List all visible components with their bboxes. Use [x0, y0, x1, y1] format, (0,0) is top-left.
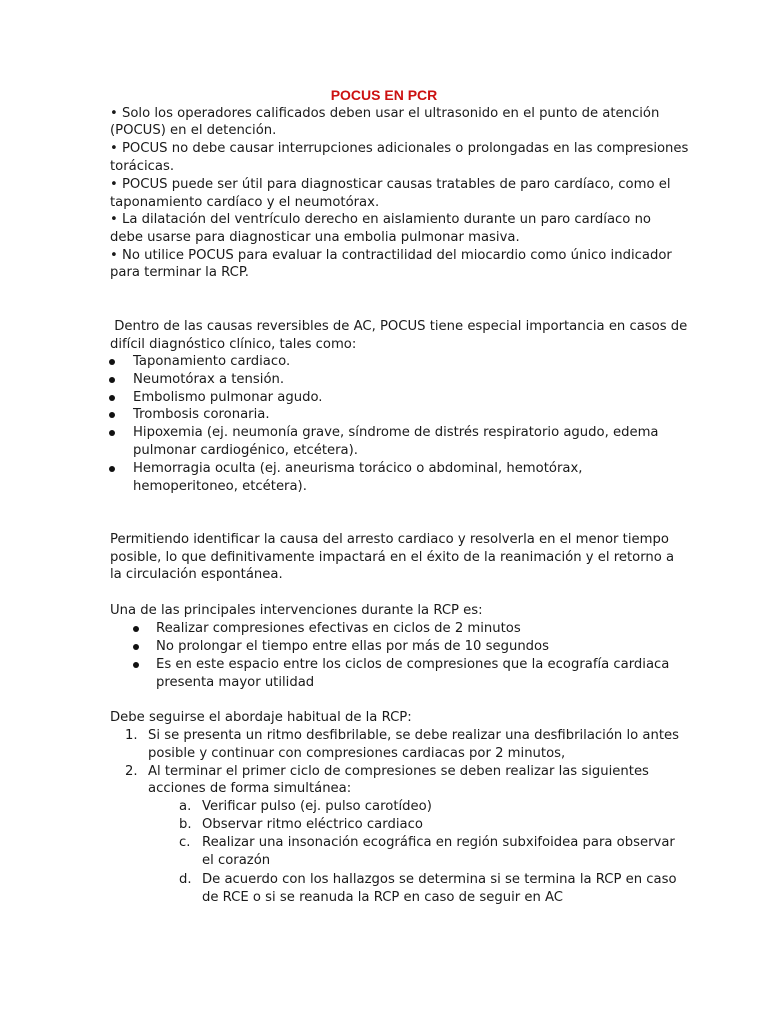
intro-line: • Solo los operadores calificados deben usar el ultrasonido en el punto de atención	[110, 106, 660, 121]
intro-line: debe usarse para diagnosticar una embolia pulmonar masiva.	[110, 230, 520, 245]
cause-item: Embolismo pulmonar agudo.	[133, 390, 323, 405]
cause-item: Taponamiento cardiaco.	[133, 354, 291, 369]
intro-line: • POCUS no debe causar interrupciones adicionales o prolongadas en las compresiones	[110, 141, 689, 156]
step-line: posible y continuar con compresiones cardiacas por 2 minutos,	[148, 746, 566, 761]
paragraph-line: posible, lo que definitivamente impactará en el éxito de la reanimación y el retorno a	[110, 550, 675, 565]
bullet-dot-icon	[109, 359, 115, 365]
bullet-dot-icon	[109, 412, 115, 418]
paragraph-line: Permitiendo identificar la causa del arresto cardiaco y resolverla en el menor tiempo	[110, 532, 669, 547]
cause-item-continuation: hemoperitoneo, etcétera).	[133, 479, 307, 494]
bullet-dot-icon	[109, 430, 115, 436]
cause-item: Neumotórax a tensión.	[133, 372, 285, 387]
cause-item-continuation: pulmonar cardiogénico, etcétera).	[133, 443, 358, 458]
substep-line: el corazón	[202, 853, 271, 868]
intro-line: (POCUS) en el detención.	[110, 123, 277, 138]
intervention-item: No prolongar el tiempo entre ellas por más de 10 segundos	[156, 639, 549, 654]
interventions-intro: Una de las principales intervenciones durante la RCP es:	[110, 603, 483, 618]
substep-line: De acuerdo con los hallazgos se determina si se termina la RCP en caso	[202, 872, 677, 887]
intervention-item: Realizar compresiones efectivas en ciclos de 2 minutos	[156, 621, 521, 636]
bullet-dot-icon	[109, 377, 115, 383]
causes-intro-line: difícil diagnóstico clínico, tales como:	[110, 337, 357, 352]
step-line: acciones de forma simultánea:	[148, 781, 352, 796]
intro-line: torácicas.	[110, 159, 175, 174]
cause-item: Trombosis coronaria.	[133, 407, 270, 422]
step-number: 2.	[125, 764, 138, 779]
bullet-dot-icon	[109, 395, 115, 401]
intro-line: • La dilatación del ventrículo derecho en aislamiento durante un paro cardíaco no	[110, 212, 651, 227]
bullet-dot-icon	[133, 662, 139, 668]
cause-item: Hipoxemia (ej. neumonía grave, síndrome de distrés respiratorio agudo, edema	[133, 425, 659, 440]
substep-letter: c.	[179, 835, 191, 850]
bullet-dot-icon	[133, 626, 139, 632]
cause-item: Hemorragia oculta (ej. aneurisma torácico o abdominal, hemotórax,	[133, 461, 583, 476]
substep-line: de RCE o si se reanuda la RCP en caso de seguir en AC	[202, 890, 564, 905]
substep-line: Verificar pulso (ej. pulso carotídeo)	[202, 799, 432, 814]
substep-letter: a.	[179, 799, 192, 814]
document-title: POCUS EN PCR	[330, 87, 438, 103]
step-number: 1.	[125, 728, 138, 743]
intro-line: para terminar la RCP.	[110, 265, 249, 280]
bullet-dot-icon	[109, 466, 115, 472]
causes-intro-line: Dentro de las causas reversibles de AC, POCUS tiene especial importancia en casos de	[110, 319, 688, 334]
intervention-item: Es en este espacio entre los ciclos de compresiones que la ecografía cardiaca	[156, 657, 670, 672]
step-line: Si se presenta un ritmo desfibrilable, se debe realizar una desfibrilación lo antes	[148, 728, 679, 743]
approach-intro: Debe seguirse el abordaje habitual de la RCP:	[110, 710, 412, 725]
substep-line: Realizar una insonación ecográfica en región subxifoidea para observar	[202, 835, 675, 850]
bullet-dot-icon	[133, 644, 139, 650]
substep-letter: b.	[179, 817, 192, 832]
intro-line: • POCUS puede ser útil para diagnosticar causas tratables de paro cardíaco, como el	[110, 177, 671, 192]
substep-line: Observar ritmo eléctrico cardiaco	[202, 817, 423, 832]
substep-letter: d.	[179, 872, 192, 887]
paragraph-line: la circulación espontánea.	[110, 567, 283, 582]
step-line: Al terminar el primer ciclo de compresiones se deben realizar las siguientes	[148, 764, 649, 779]
intervention-item-continuation: presenta mayor utilidad	[156, 675, 315, 690]
intro-line: • No utilice POCUS para evaluar la contractilidad del miocardio como único indicador	[110, 248, 672, 263]
intro-line: taponamiento cardíaco y el neumotórax.	[110, 195, 380, 210]
